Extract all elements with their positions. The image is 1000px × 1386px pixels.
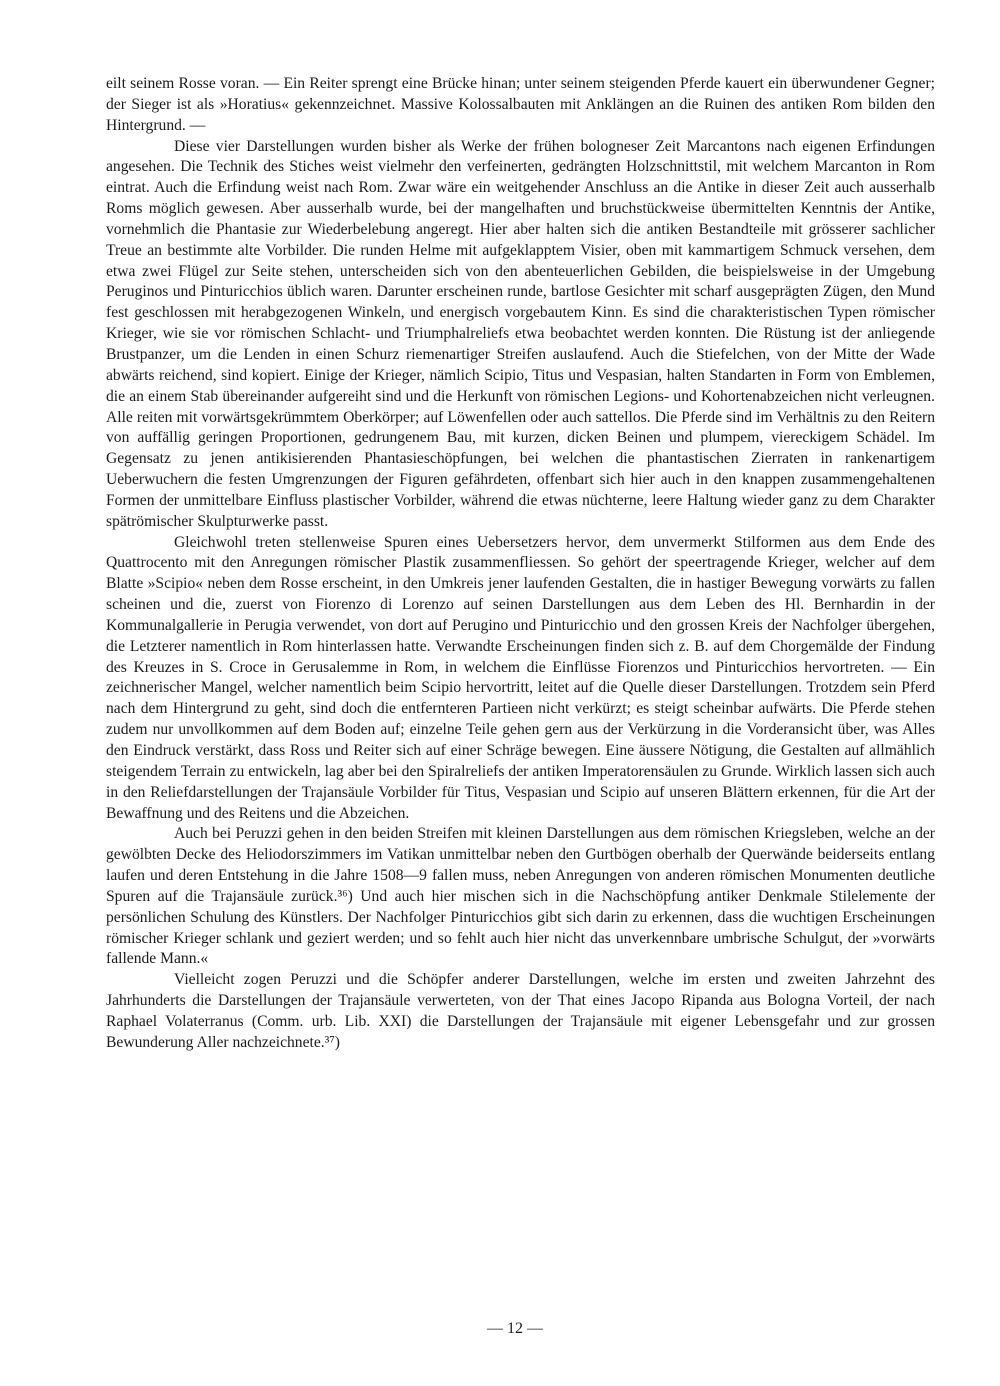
page-number: — 12 — bbox=[487, 1320, 543, 1337]
paragraph-3: Gleichwohl treten stellenweise Spuren eines Uebersetzers hervor, dem unvermerkt Stilformen aus dem Ende des Quattrocento mit den Anregungen römischer Plastik zusammenfliessen. So gehört der speertragende Krieger, welcher auf dem Blatte »Scipio« neben dem Rosse erscheint, in den Umkreis jener laufenden Gestalten, die in hastiger Bewegung vorwärts zu fallen scheinen und die, zuerst von Fiorenzo di Lorenzo auf seinen Darstellungen aus dem Leben des Hl. Bernhardin in der Kommunalgallerie in Perugia verwendet, von dort auf Perugino und Pinturicchio und den grossen Kreis der Nachfolger übergehen, die Letzterer namentlich in Rom hinterlassen hatte. Verwandte Erscheinungen finden sich z. B. auf dem Chorgemälde der Findung des Kreuzes in S. Croce in Gerusalemme in Rom, in welchem die Einflüsse Fiorenzos und Pinturicchios hervortreten. — Ein zeichnerischer Mangel, welcher namentlich beim Scipio hervortritt, leitet auf die Quelle dieser Darstellungen. Trotzdem sein Pferd nach dem Hintergrund zu geht, sind doch die entfernteren Partieen nicht verkürzt; es steigt scheinbar aufwärts. Die Pferde stehen zudem nur unvollkommen auf dem Boden auf; einzelne Teile gehen gern aus der Verkürzung in die Vorderansicht über, was Alles den Eindruck verstärkt, dass Ross und Reiter sich auf einer Schräge bewegen. Eine äussere Nötigung, die Gestalten auf allmählich steigendem Terrain zu entwickeln, lag aber bei den Spiralreliefs der antiken Imperatorensäulen zu Grunde. Wirklich lassen sich auch in den Reliefdarstellungen der Trajansäule Vorbilder für Titus, Vespasian und Scipio auf unseren Blättern erkennen, für die Art der Bewaffnung und des Reitens und die Abzeichen. bbox=[106, 533, 935, 822]
paragraph-4: Auch bei Peruzzi gehen in den beiden Streifen mit kleinen Darstellungen aus dem römischen Kriegsleben, welche an der gewölbten Decke des Heliodorszimmers im Vatikan unmittelbar neben den Gurtbögen oberhalb der Querwände beiderseits entlang laufen und deren Entstehung in die Jahre 1508—9 fallen muss, neben Anregungen von anderen römischen Monumenten deutliche Spuren auf die Trajansäule zurück.³⁶) Und auch hier mischen sich in die Nachschöpfung antiker Denkmale Stilelemente der persönlichen Schulung des Künstlers. Der Nachfolger Pinturicchios gibt sich darin zu erkennen, dass die wuchtigen Erscheinungen römischer Krieger schlank und geziert werden; und so fehlt auch hier nicht das unverkennbare umbrische Schulgut, der »vorwärts fallende Mann.« bbox=[106, 825, 935, 968]
paragraph-2: Diese vier Darstellungen wurden bisher als Werke der frühen bologneser Zeit Marcantons nach eigenen Erfindungen angesehen. Die Technik des Stiches weist vielmehr den verfeinerten, gedrängten Holzschnittstil, mit welchem Marcanton in Rom eintrat. Auch die Erfindung weist nach Rom. Zwar wäre ein weitgehender Anschluss an die Antike in dieser Zeit auch ausserhalb Roms möglich gewesen. Aber ausserhalb wurde, bei der mangelhaften und bruchstückweise übermittelten Kenntnis der Antike, vornehmlich die Phantasie zur Wiederbelebung angeregt. Hier aber halten sich die antiken Bestandteile mit grösserer sachlicher Treue an bestimmte alte Vorbilder. Die runden Helme mit aufgeklapptem Visier, oben mit kammartigem Schmuck versehen, dem etwa zwei Flügel zur Seite stehen, unterscheiden sich von den abenteuerlichen Gebilden, die beispielsweise in der Umgebung Peruginos und Pinturicchios üblich waren. Darunter erscheinen runde, bartlose Gesichter mit scharf ausgeprägten Zügen, den Mund fest geschlossen mit herabgezogenen Winkeln, und energisch vorgebautem Kinn. Es sind die charakteristischen Typen römischer Krieger, wie sie vor römischen Schlacht- und Triumphalreliefs etwa beobachtet werden konnten. Die Rüstung ist der anliegende Brustpanzer, um die Lenden in einen Schurz riemenartiger Streifen auslaufend. Auch die Stiefelchen, von der Mitte der Wade abwärts reichend, sind kopiert. Einige der Krieger, nämlich Scipio, Titus und Vespasian, halten Standarten in Form von Emblemen, die an einem Stab übereinander aufgereiht sind und die Herkunft von römischen Legions- und Kohortenabzeichen nicht verleugnen. Alle reiten mit vorwärtsgekrümmtem Oberkörper; auf Löwenfellen oder auch sattellos. Die Pferde sind im Verhältnis zu den Reitern von auffällig geringen Proportionen, gedrungenem Bau, mit kurzen, dicken Beinen und plumpem, viereckigem Schädel. Im Gegensatz zu jenen antikisierenden Phantasieschöpfungen, bei welchen die phantastischen Zierraten in rankenartigem Ueberwuchern die festen Umgrenzungen der Figuren gefährdeten, offenbart sich hier auch in den knappen zusammengehaltenen Formen der unmittelbare Einfluss plastischer Vorbilder, während die etwas nüchterne, leere Haltung wieder ganz zu dem Charakter spätrömischer Skulpturwerke passt. bbox=[106, 137, 935, 530]
paragraph-5: Vielleicht zogen Peruzzi und die Schöpfer anderer Darstellungen, welche im ersten und zweiten Jahrzehnt des Jahrhunderts die Darstellungen der Trajansäule verwerteten, von der That eines Jacopo Ripanda aus Bologna Vorteil, der nach Raphael Volaterranus (Comm. urb. Lib. XXI) die Darstellungen der Trajansäule mit eigener Lebensgefahr und zur grossen Bewunderung Aller nachzeichnete.³⁷) bbox=[106, 971, 935, 1051]
page-body bbox=[106, 74, 935, 1054]
paragraph-1: eilt seinem Rosse voran. — Ein Reiter sprengt eine Brücke hinan; unter seinem steigenden Pferde kauert ein überwundener Gegner; der Sieger ist als »Horatius« gekennzeichnet. Massive Kolossalbauten mit Anklängen an die Ruinen des antiken Rom bilden den Hintergrund. — bbox=[106, 75, 935, 134]
